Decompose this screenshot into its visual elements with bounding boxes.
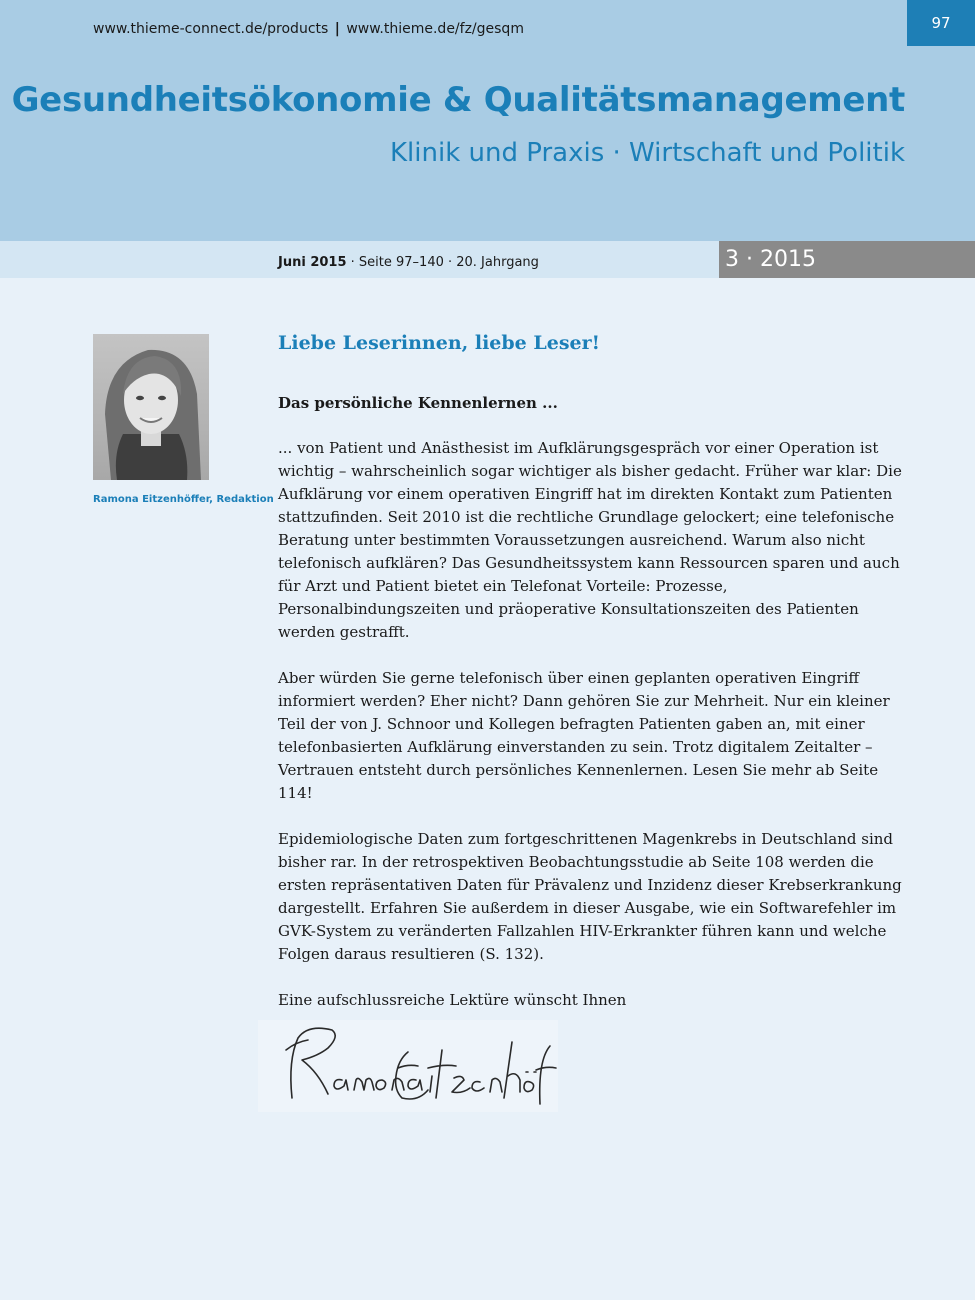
closing-line: Eine aufschlussreiche Lektüre wünscht Ihnen — [278, 991, 627, 1009]
paragraph-3: Epidemiologische Daten zum fortgeschrittenen Magenkrebs in Deutschland sind bisher rar. In der retrospektiven Beobachtungsstudie ab Seite 108 werden die ersten repräsentativen Daten für Prävalenz und Inzidenz dieser Krebserkrankung dargestellt. Erfahren Sie außerdem in dieser Ausgabe, wie ein Softwarefehler im GVK-System zu veränderten Fallzahlen HIV-Erkrankter führen kann und welche Folgen daraus resultieren (S. 132). — [278, 830, 902, 963]
portrait-photo-icon — [93, 334, 209, 480]
url-gesqm-link[interactable]: www.thieme.de/fz/gesqm — [346, 21, 524, 37]
greeting: Liebe Leserinnen, liebe Leser! — [278, 332, 600, 354]
editorial-content — [278, 328, 903, 1058]
signature-icon — [258, 1020, 558, 1112]
url-products-link[interactable]: www.thieme-connect.de/products — [93, 21, 329, 37]
url-separator: | — [334, 21, 340, 37]
journal-subtitle: Klinik und Praxis · Wirtschaft und Politik — [390, 138, 905, 168]
handwritten-signature — [258, 1020, 558, 1112]
header-urls — [93, 21, 524, 37]
paragraph-2: Aber würden Sie gerne telefonisch über einen geplanten operativen Eingriff informiert werden? Eher nicht? Dann gehören Sie zur Mehrheit. Nur ein kleiner Teil der von J. Schnoor und Kollegen befragten Patienten gaben an, mit einer telefonbasierten Aufklärung einverstanden zu sein. Trotz digitalem Zeitalter – Vertrauen entsteht durch persönliches Kennenlernen. Lesen Sie mehr ab Seite 114! — [278, 669, 890, 802]
author-photo — [93, 334, 209, 480]
issue-details: · Seite 97–140 · 20. Jahrgang — [346, 255, 539, 270]
editorial-heading: Das persönliche Kennenlernen ... — [278, 394, 558, 412]
journal-title: Gesundheitsökonomie & Qualitätsmanagement — [11, 80, 905, 120]
issue-date: Juni 2015 — [278, 255, 347, 270]
photo-caption: Ramona Eitzenhöffer, Redaktion — [93, 494, 274, 505]
page-number: 97 — [907, 0, 975, 46]
paragraph-1: ... von Patient und Anästhesist im Aufklärungsgespräch vor einer Operation ist wichtig – wahrscheinlich sogar wichtiger als bisher gedacht. Früher war klar: Die Aufklärung vor einem operativen Eingriff hat im direkten Kontakt zum Patienten stattzufinden. Seit 2010 ist die rechtliche Grundlage gelockert; eine telefonische Beratung unter bestimmten Voraussetzungen ausreichend. Warum also nicht telefonisch aufklären? Das Gesundheitssystem kann Ressourcen sparen und auch für Arzt und Patient bietet ein Telefonat Vorteile: Prozesse, Personalbindungszeiten und präoperative Konsultationszeiten des Patienten werden gestrafft. — [278, 439, 902, 641]
issue-number: 3 · 2015 — [719, 241, 975, 278]
issue-info — [278, 255, 539, 270]
